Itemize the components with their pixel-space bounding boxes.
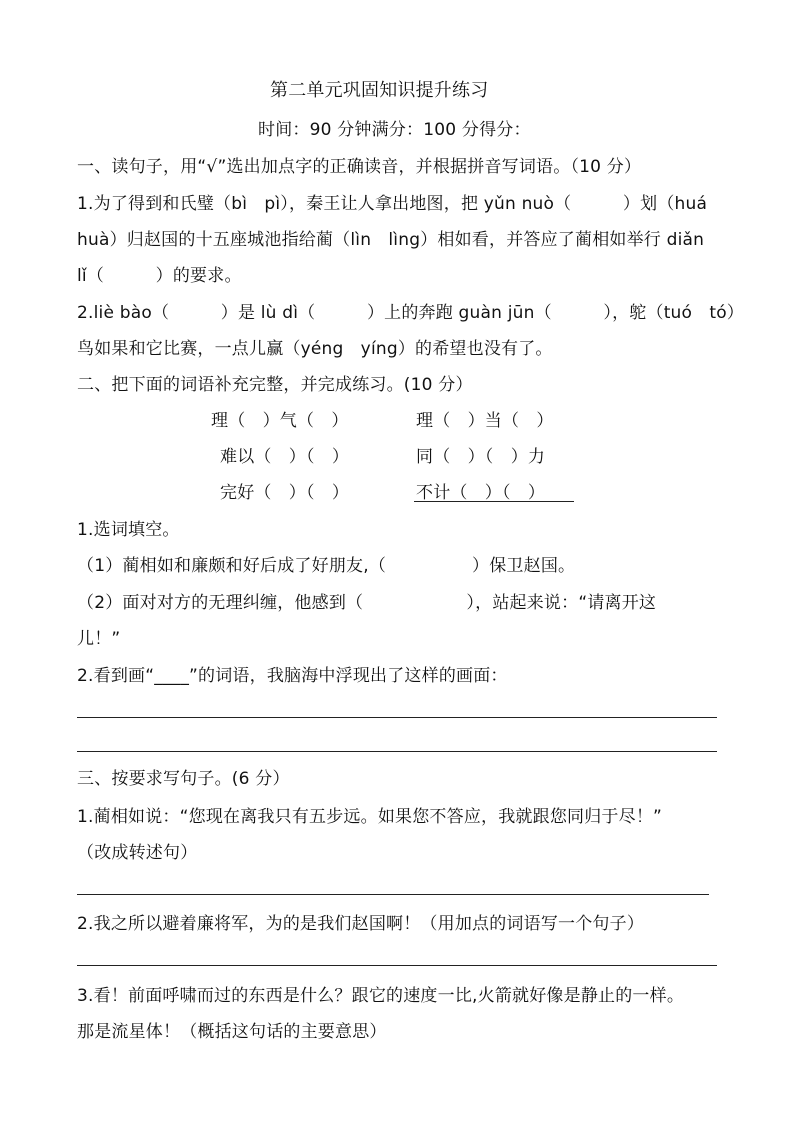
section1-heading: 一、读句子，用“√”选出加点字的正确读音，并根据拼音写词语。（10 分） — [77, 157, 642, 177]
s2-q1-a: （1）蔺相如和廉颇和好后成了好朋友,（ ）保卫赵国。 — [77, 556, 576, 576]
s1-q1-line3: lǐ（ ）的要求。 — [77, 266, 242, 286]
s3-q1-line1: 1.蔺相如说：“您现在离我只有五步远。如果您不答应，我就跟您同归于尽！” — [77, 807, 663, 827]
s1-q1-line2: huà）归赵国的十五座城池指给蔺（lìn lìng）相如看，并答应了蔺相如举行 diǎn — [77, 230, 705, 250]
s2-q1-b-line2: 儿！” — [77, 629, 121, 649]
word-item-underlined: 不计（ ）（ ） — [416, 483, 546, 503]
answer-line — [77, 717, 717, 718]
s3-q2: 2.我之所以避着廉将军，为的是我们赵国啊！（用加点的词语写一个句子） — [77, 914, 645, 934]
word-item: 同（ ）（ ）力 — [416, 447, 546, 467]
s1-q1-line1: 1.为了得到和氏璧（bì pì），秦王让人拿出地图，把 yǔn nuò（ ）划（huá — [77, 194, 708, 214]
answer-line — [77, 751, 717, 752]
word-item: 理（ ）当（ ） — [416, 411, 554, 431]
section3-heading: 三、按要求写句子。(6 分） — [77, 769, 290, 789]
exam-meta: 时间：90 分钟满分：100 分得分： — [258, 120, 531, 140]
word-item: 难以（ ）（ ） — [220, 447, 350, 467]
s2-q1: 1.选词填空。 — [77, 520, 180, 540]
s1-q2-line1: 2.liè bào（ ）是 lù dì（ ）上的奔跑 guàn jūn（ ），鸵（tuó tó） — [77, 303, 745, 323]
s3-q1-line2: （改成转述句） — [77, 843, 198, 863]
word-underline — [414, 501, 574, 502]
s1-q2-line2: 鸟如果和它比赛，一点儿赢（yéng yíng）的希望也没有了。 — [77, 339, 553, 359]
word-item: 完好（ ）（ ） — [220, 483, 350, 503]
word-item: 理（ ）气（ ） — [211, 411, 349, 431]
s3-q3-line1: 3.看！前面呼啸而过的东西是什么？跟它的速度一比,火箭就好像是静止的一样。 — [77, 986, 685, 1006]
page-title: 第二单元巩固知识提升练习 — [270, 80, 489, 101]
answer-line — [77, 965, 717, 966]
answer-line — [77, 894, 709, 895]
s2-q2: 2.看到画“____”的词语，我脑海中浮现出了这样的画面： — [77, 666, 508, 686]
section2-heading: 二、把下面的词语补充完整，并完成练习。(10 分） — [77, 375, 473, 395]
s2-q1-b-line1: （2）面对对方的无理纠缠，他感到（ ），站起来说：“请离开这 — [77, 593, 657, 613]
s3-q3-line2: 那是流星体！（概括这句话的主要意思） — [77, 1022, 387, 1042]
